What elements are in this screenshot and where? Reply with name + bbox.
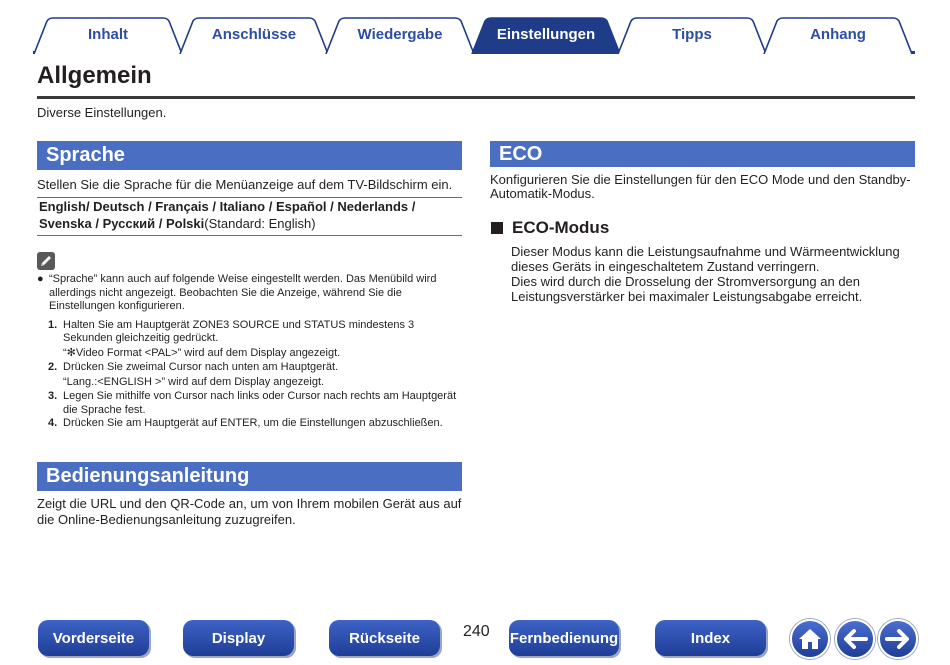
eco-mode-heading — [491, 218, 609, 238]
back-button[interactable] — [835, 619, 875, 659]
tab-inhalt[interactable] — [33, 17, 183, 51]
arrow-left-icon — [842, 629, 868, 649]
tab-tipps[interactable] — [617, 17, 767, 51]
bullet-dot: ● — [37, 273, 44, 285]
step-number: 2. — [48, 361, 58, 373]
forward-button[interactable] — [878, 619, 918, 659]
pencil-icon — [37, 252, 55, 270]
eco-mode-title: ECO-Modus — [512, 218, 610, 237]
tab-label: Tipps — [672, 25, 712, 43]
tab-label: Anhang — [810, 25, 866, 43]
language-options-bold: Svenska / Русский / Polski — [39, 216, 205, 231]
page-title: Allgemein — [37, 62, 152, 89]
step-text: Drücken Sie am Hauptgerät auf ENTER, um die Einstellungen abzuschließen. — [63, 417, 443, 429]
step-number: 1. — [48, 318, 58, 331]
step-display-message: “Lang.:<ENGLISH >” wird auf dem Display angezeigt. — [63, 375, 325, 388]
bedienungsanleitung-description: Zeigt die URL und den QR-Code an, um von Ihrem mobilen Gerät aus auf die Online-Bedienungsanleitung zuzugreifen. — [37, 496, 462, 527]
step-text: Halten Sie am Hauptgerät ZONE3 SOURCE und STATUS mindestens 3 Sekunden gleichzeitig gedrückt. — [63, 318, 415, 344]
tab-label: Anschlüsse — [211, 25, 297, 43]
language-options-line1: English/ Deutsch / Français / Italiano / Español / Nederlands / — [39, 199, 416, 214]
square-bullet-icon — [491, 222, 503, 234]
note-bullet — [37, 273, 462, 314]
home-icon — [797, 627, 823, 651]
nav-button-fernbedienung[interactable]: Fernbedienung — [509, 620, 619, 656]
nav-button-display[interactable]: Display — [183, 620, 294, 656]
page-intro: Diverse Einstellungen. — [37, 105, 167, 120]
eco-mode-text-1: Dieser Modus kann die Leistungsaufnahme und Wärmeentwicklung dieses Geräts in eingeschaltetem Zustand verringern. — [511, 244, 900, 274]
step-number: 4. — [48, 417, 58, 429]
rule — [37, 197, 462, 198]
step-number: 3. — [48, 390, 58, 402]
step-list — [37, 319, 462, 431]
step-item — [48, 417, 462, 431]
eco-description: Konfigurieren Sie die Einstellungen für den ECO Mode und den Standby-Automatik-Modus. — [490, 172, 911, 201]
tab-einstellungen[interactable] — [471, 17, 621, 51]
eco-mode-text-2: Dies wird durch die Drosselung der Stromversorgung an den Leistungsverstärker bei maximaler Leistungsabgabe erreicht. — [511, 274, 863, 304]
tab-anhang[interactable] — [763, 17, 913, 51]
tab-anschluesse[interactable] — [179, 17, 329, 51]
language-options-line2 — [39, 216, 462, 232]
language-default: (Standard: English) — [204, 216, 316, 231]
tab-label: Wiedergabe — [357, 25, 443, 43]
top-tab-bar — [33, 17, 915, 54]
section-heading-eco: ECO — [490, 141, 915, 167]
nav-button-index[interactable]: Index — [655, 620, 766, 656]
rule — [37, 235, 462, 236]
step-item — [48, 390, 462, 417]
title-rule — [37, 96, 915, 99]
tab-wiedergabe[interactable] — [325, 17, 475, 51]
nav-button-vorderseite[interactable]: Vorderseite — [38, 620, 149, 656]
nav-button-rueckseite[interactable]: Rückseite — [329, 620, 440, 656]
tab-label: Inhalt — [88, 25, 128, 43]
step-text: Legen Sie mithilfe von Cursor nach links oder Cursor nach rechts am Hauptgerät die Sprache fest. — [63, 390, 457, 416]
sprache-description: Stellen Sie die Sprache für die Menüanzeige auf dem TV-Bildschirm ein. — [37, 177, 453, 192]
step-text: Drücken Sie zweimal Cursor nach unten am Hauptgerät. — [63, 361, 339, 373]
step-item — [48, 319, 462, 346]
section-heading-bedienungsanleitung: Bedienungsanleitung — [37, 462, 462, 491]
step-display-message: “✻Video Format <PAL>” wird auf dem Display angezeigt. — [63, 346, 341, 359]
step-item — [48, 361, 462, 375]
arrow-right-icon — [885, 629, 911, 649]
home-button[interactable] — [790, 619, 830, 659]
sprache-notes — [37, 273, 462, 431]
tab-label: Einstellungen — [496, 25, 596, 43]
page-number: 240 — [463, 623, 490, 640]
section-heading-sprache: Sprache — [37, 141, 462, 170]
note-text: “Sprache” kann auch auf folgende Weise eingestellt werden. Das Menübild wird allerdings nicht angezeigt. Beobachten Sie die Anzeige, während Sie die Einstellungen konfigurieren. — [49, 273, 437, 312]
